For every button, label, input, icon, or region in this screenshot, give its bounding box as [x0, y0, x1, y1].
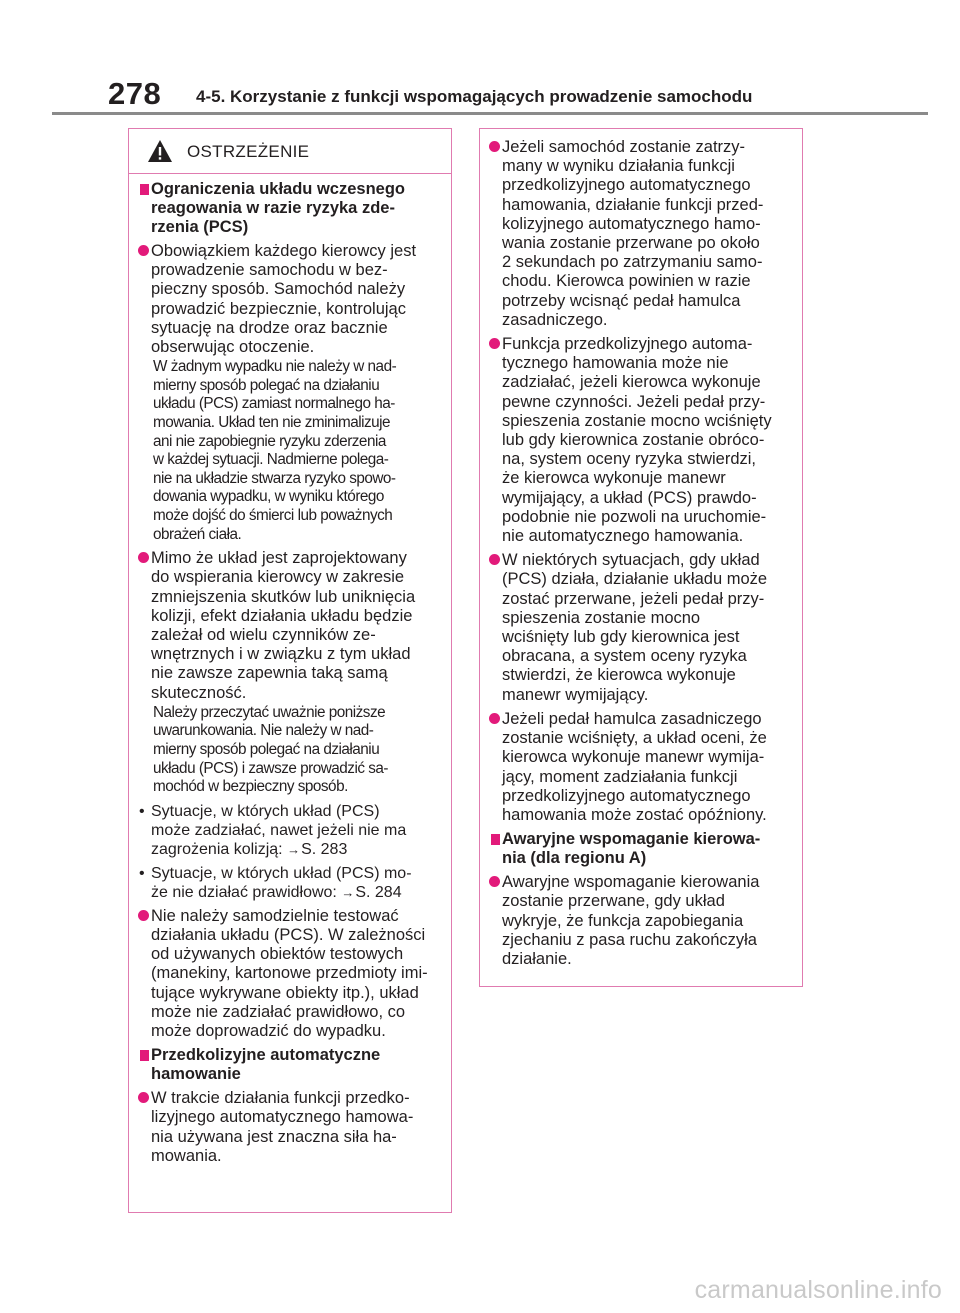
bullet-paragraph: Awaryjne wspomaganie kierowania zostanie przerwane, gdy układ wykryje, że funkcja zapobiegania zjechaniu z pasa ruchu zakończyła działanie. [490, 873, 796, 969]
warning-title: OSTRZEŻENIE [187, 142, 310, 161]
page-header [0, 0, 960, 120]
bullet-paragraph: Nie należy samodzielnie testować działania układu (PCS). W zależności od używanych obiektów testowych (manekiny, kartonowe przedmioty imi- tujące wykrywane obiekty itp.), układ może nie zadziałać prawidłowo, co może doprowadzić do wypadku. [139, 907, 445, 1041]
bullet-paragraph: Funkcja przedkolizyjnego automa- tycznego hamowania może nie zadziałać, jeżeli kierowca wykonuje pewne czynności. Jeżeli pedał przy- spieszenia zostanie mocno wciśnięty lub gdy kierownica zostanie obróco- na, system oceny ryzyka stwierdzi, że kierowca wykonuje manewr wymijający, a układ (PCS) prawdo- podobnie nie pozwoli na uruchomie- nie automatycznego hamowania. [490, 335, 796, 546]
watermark: carmanualsonline.info [694, 1276, 942, 1304]
bullet-paragraph: Mimo że układ jest zaprojektowany do wspierania kierowcy w zakresie zmniejszenia skutków lub uniknięcia kolizji, efekt działania układu będzie zależał od wielu czynników ze- wnętrznych i w związku z tym układ nie zawsze zapewnia taką samą skuteczność. [139, 549, 445, 703]
page-reference-link[interactable]: S. 283 [301, 840, 348, 858]
square-bullet-icon [140, 1050, 149, 1061]
note-paragraph: W żadnym wypadku nie należy w nad- mierny sposób polegać na działaniu układu (PCS) zamiast normalnego ha- mowania. Układ ten nie zminimalizuje ani nie zapobiegnie ryzyku zderzenia w każdej sytuacji. Nadmierne polega- nie na układzie stwarza ryzyko spowo- dowania wypadku, w wyniku którego może dojść do śmierci lub poważnych obrażeń ciała. [153, 358, 397, 543]
warning-box-right [479, 128, 803, 987]
circle-bullet-icon [489, 141, 500, 152]
page-number: 278 [108, 76, 162, 111]
page-reference-link[interactable]: S. 284 [355, 883, 402, 901]
circle-bullet-icon [138, 245, 149, 256]
section-heading: Przedkolizyjne automatyczne hamowanie [139, 1046, 445, 1084]
circle-bullet-icon [138, 910, 149, 921]
circle-bullet-icon [489, 713, 500, 724]
square-bullet-icon [491, 834, 500, 845]
bullet-paragraph: Jeżeli pedał hamulca zasadniczego zostanie wciśnięty, a układ oceni, że kierowca wykonuje manewr wymija- jący, moment zadziałania funkcji przedkolizyjnego automatycznego hamowania może zostać opóźniony. [490, 710, 796, 825]
section-heading: Awaryjne wspomaganie kierowa- nia (dla regionu A) [490, 830, 796, 868]
note-paragraph: Należy przeczytać uważnie poniższe uwarunkowania. Nie należy w nad- mierny sposób polegać na działaniu układu (PCS) i zawsze prowadzić sa- mochód w bezpieczny sposób. [153, 703, 388, 796]
warning-content-left [129, 175, 451, 1166]
circle-bullet-icon [489, 554, 500, 565]
arrow-right-icon: → [341, 884, 355, 900]
bullet-paragraph: Obowiązkiem każdego kierowcy jest prowadzenie samochodu w bez- pieczny sposób. Samochód należy prowadzić bezpiecznie, kontrolując sytuację na drodze oraz bacznie obserwując otoczenie. [139, 242, 445, 357]
header-divider [52, 112, 928, 115]
warning-triangle-icon [147, 139, 173, 163]
section-title: 4-5. Korzystanie z funkcji wspomagających prowadzenie samochodu [196, 87, 753, 106]
arrow-right-icon: → [287, 841, 301, 857]
circle-bullet-icon [138, 1092, 149, 1103]
warning-header [129, 129, 451, 174]
section-heading: Ograniczenia układu wczesnego reagowania w razie ryzyka zde- rzenia (PCS) [139, 180, 445, 237]
warning-box-left [128, 128, 452, 1213]
dot-bullet-icon: • [139, 864, 145, 882]
warning-content-right [480, 133, 802, 969]
sub-list-item: • Sytuacje, w których układ (PCS) mo- że nie działać prawidłowo: →S. 284 [139, 864, 412, 901]
circle-bullet-icon [138, 552, 149, 563]
sub-list-item: • Sytuacje, w których układ (PCS) może zadziałać, nawet jeżeli nie ma zagrożenia kolizją: →S. 283 [139, 802, 407, 858]
dot-bullet-icon: • [139, 802, 145, 820]
bullet-paragraph: W niektórych sytuacjach, gdy układ (PCS) działa, działanie układu może zostać przerwane, jeżeli pedał przy- spieszenia zostanie mocno wciśnięty lub gdy kierownica jest obracana, a system oceny ryzyka stwierdzi, że kierowca wykonuje manewr wymijający. [490, 551, 796, 705]
bullet-paragraph: Jeżeli samochód zostanie zatrzy- many w wyniku działania funkcji przedkolizyjnego automatycznego hamowania, działanie funkcji przed- kolizyjnego automatycznego hamo- wania zostanie przerwane po około 2 sekundach po zatrzymaniu samo- chodu. Kierowca powinien w razie potrzeby wcisnąć pedał hamulca zasadniczego. [490, 138, 796, 330]
bullet-paragraph: W trakcie działania funkcji przedko- lizyjnego automatycznego hamowa- nia używana jest znaczna siła ha- mowania. [139, 1089, 445, 1166]
circle-bullet-icon [489, 876, 500, 887]
circle-bullet-icon [489, 338, 500, 349]
square-bullet-icon [140, 184, 149, 195]
